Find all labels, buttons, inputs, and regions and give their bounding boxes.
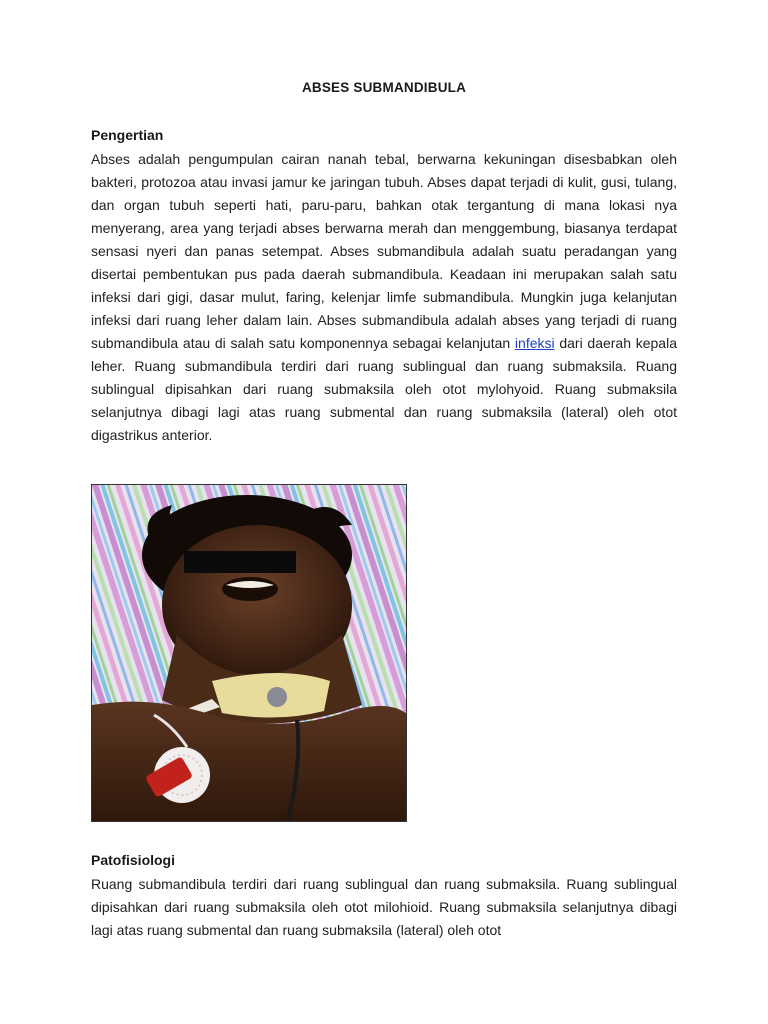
paragraph-pengertian: [91, 148, 677, 447]
patient-photo: [91, 484, 407, 822]
paragraph-text-part: dari daerah kepala leher. Ruang submandibula terdiri dari ruang sublingual dan ruang submaksila. Ruang sublingual dipisahkan dari ruang submaksila oleh otot mylohyoid. Ruang submaksila selanjutnya dibagi lagi atas ruang submental dan ruang submaksila (lateral) oleh otot digastrikus anterior.: [91, 335, 677, 443]
document-title: ABSES SUBMANDIBULA: [301, 80, 467, 95]
section-heading-patofisiologi: Patofisiologi: [91, 852, 175, 868]
paragraph-patofisiologi: Ruang submandibula terdiri dari ruang sublingual dan ruang submaksila. Ruang sublingual dipisahkan dari ruang submaksila oleh otot milohioid. Ruang submaksila selanjutnya dibagi lagi atas ruang submental dan ruang submaksila (lateral) oleh otot: [91, 876, 677, 938]
section-heading-pengertian: Pengertian: [91, 127, 164, 143]
paragraph-text-part: Abses adalah pengumpulan cairan nanah tebal, berwarna kekuningan disesbabkan oleh bakteri, protozoa atau invasi jamur ke jaringan tubuh. Abses dapat terjadi di kulit, gusi, tulang, dan organ tubuh seperti hati, paru-paru, bahkan otak tergantung di mana lokasi nya menyerang, area yang terjadi abses berwarna merah dan menggembung, biasanya terdapat sensasi nyeri dan panas setempat. Abses submandibula adalah suatu peradangan yang disertai pembentukan pus pada daerah submandibula. Keadaan ini merupakan salah satu infeksi dari gigi, dasar mulut, faring, kelenjar limfe submandibula. Mungkin juga kelanjutan infeksi dari ruang leher dalam lain. Abses submandibula adalah abses yang terjadi di ruang submandibula atau di salah satu komponennya sebagai kelanjutan: [91, 151, 677, 351]
document-page: [91, 0, 677, 1024]
infeksi-link[interactable]: infeksi: [514, 335, 555, 351]
